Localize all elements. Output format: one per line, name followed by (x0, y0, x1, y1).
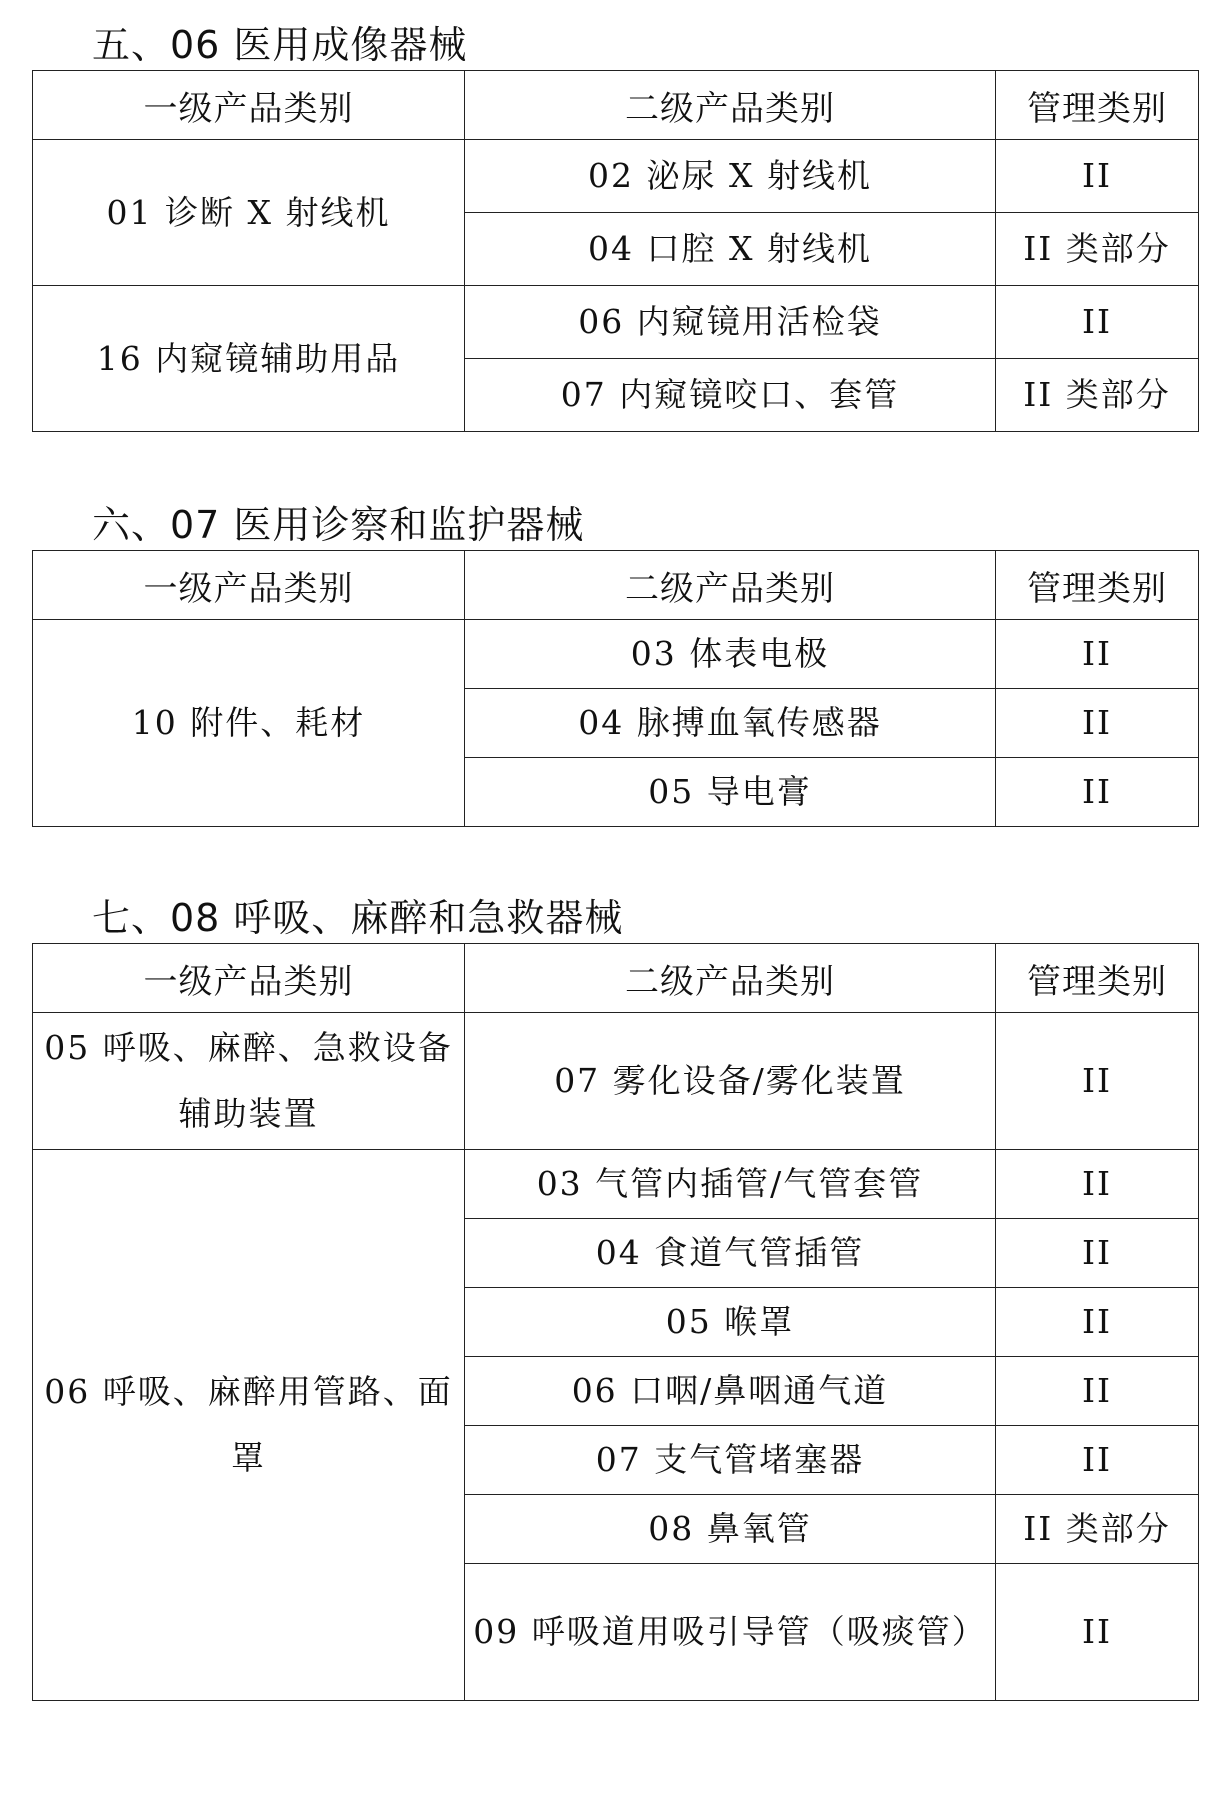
category-table (32, 943, 1199, 1701)
management-class: II (996, 1564, 1199, 1701)
header-primary: 一级产品类别 (33, 551, 465, 620)
header-class: 管理类别 (996, 71, 1199, 140)
secondary-category: 07 支气管堵塞器 (465, 1426, 996, 1495)
management-class: II (996, 620, 1199, 689)
table-row (33, 286, 1199, 359)
header-row (33, 71, 1199, 140)
management-class: II (996, 689, 1199, 758)
management-class: II (996, 140, 1199, 213)
primary-category: 06 呼吸、麻醉用管路、面罩 (33, 1150, 465, 1701)
management-class: II (996, 1357, 1199, 1426)
primary-category: 01 诊断 X 射线机 (33, 140, 465, 286)
header-secondary: 二级产品类别 (465, 944, 996, 1013)
secondary-category: 04 脉搏血氧传感器 (465, 689, 996, 758)
section-diagnosis-monitoring (32, 500, 1198, 827)
header-row (33, 551, 1199, 620)
table-row (33, 1150, 1199, 1219)
header-primary: 一级产品类别 (33, 71, 465, 140)
secondary-category: 03 气管内插管/气管套管 (465, 1150, 996, 1219)
secondary-category: 02 泌尿 X 射线机 (465, 140, 996, 213)
management-class: II (996, 286, 1199, 359)
header-secondary: 二级产品类别 (465, 71, 996, 140)
primary-category: 05 呼吸、麻醉、急救设备辅助装置 (33, 1013, 465, 1150)
secondary-category: 03 体表电极 (465, 620, 996, 689)
secondary-category: 05 导电膏 (465, 758, 996, 827)
management-class: II (996, 1219, 1199, 1288)
section-title: 七、08 呼吸、麻醉和急救器械 (92, 896, 624, 940)
management-class: II (996, 758, 1199, 827)
management-class: II (996, 1426, 1199, 1495)
table-row (33, 140, 1199, 213)
category-table (32, 550, 1199, 827)
header-class: 管理类别 (996, 551, 1199, 620)
secondary-category: 04 食道气管插管 (465, 1219, 996, 1288)
header-class: 管理类别 (996, 944, 1199, 1013)
management-class: II (996, 1013, 1199, 1150)
secondary-category: 07 雾化设备/雾化装置 (465, 1013, 996, 1150)
management-class: II (996, 1288, 1199, 1357)
primary-category: 10 附件、耗材 (33, 620, 465, 827)
header-primary: 一级产品类别 (33, 944, 465, 1013)
management-class: II 类部分 (996, 359, 1199, 432)
secondary-category: 08 鼻氧管 (465, 1495, 996, 1564)
section-title: 五、06 医用成像器械 (92, 23, 468, 67)
header-secondary: 二级产品类别 (465, 551, 996, 620)
management-class: II 类部分 (996, 1495, 1199, 1564)
secondary-category: 07 内窥镜咬口、套管 (465, 359, 996, 432)
secondary-category: 04 口腔 X 射线机 (465, 213, 996, 286)
section-medical-imaging (32, 20, 1198, 432)
management-class: II 类部分 (996, 213, 1199, 286)
header-row (33, 944, 1199, 1013)
section-respiratory-anesthesia (32, 893, 1198, 1701)
primary-category: 16 内窥镜辅助用品 (33, 286, 465, 432)
management-class: II (996, 1150, 1199, 1219)
category-table (32, 70, 1199, 432)
section-title: 六、07 医用诊察和监护器械 (92, 503, 585, 547)
table-row (33, 1013, 1199, 1150)
secondary-category: 09 呼吸道用吸引导管（吸痰管） (465, 1564, 996, 1701)
secondary-category: 06 口咽/鼻咽通气道 (465, 1357, 996, 1426)
secondary-category: 06 内窥镜用活检袋 (465, 286, 996, 359)
secondary-category: 05 喉罩 (465, 1288, 996, 1357)
table-row (33, 620, 1199, 689)
